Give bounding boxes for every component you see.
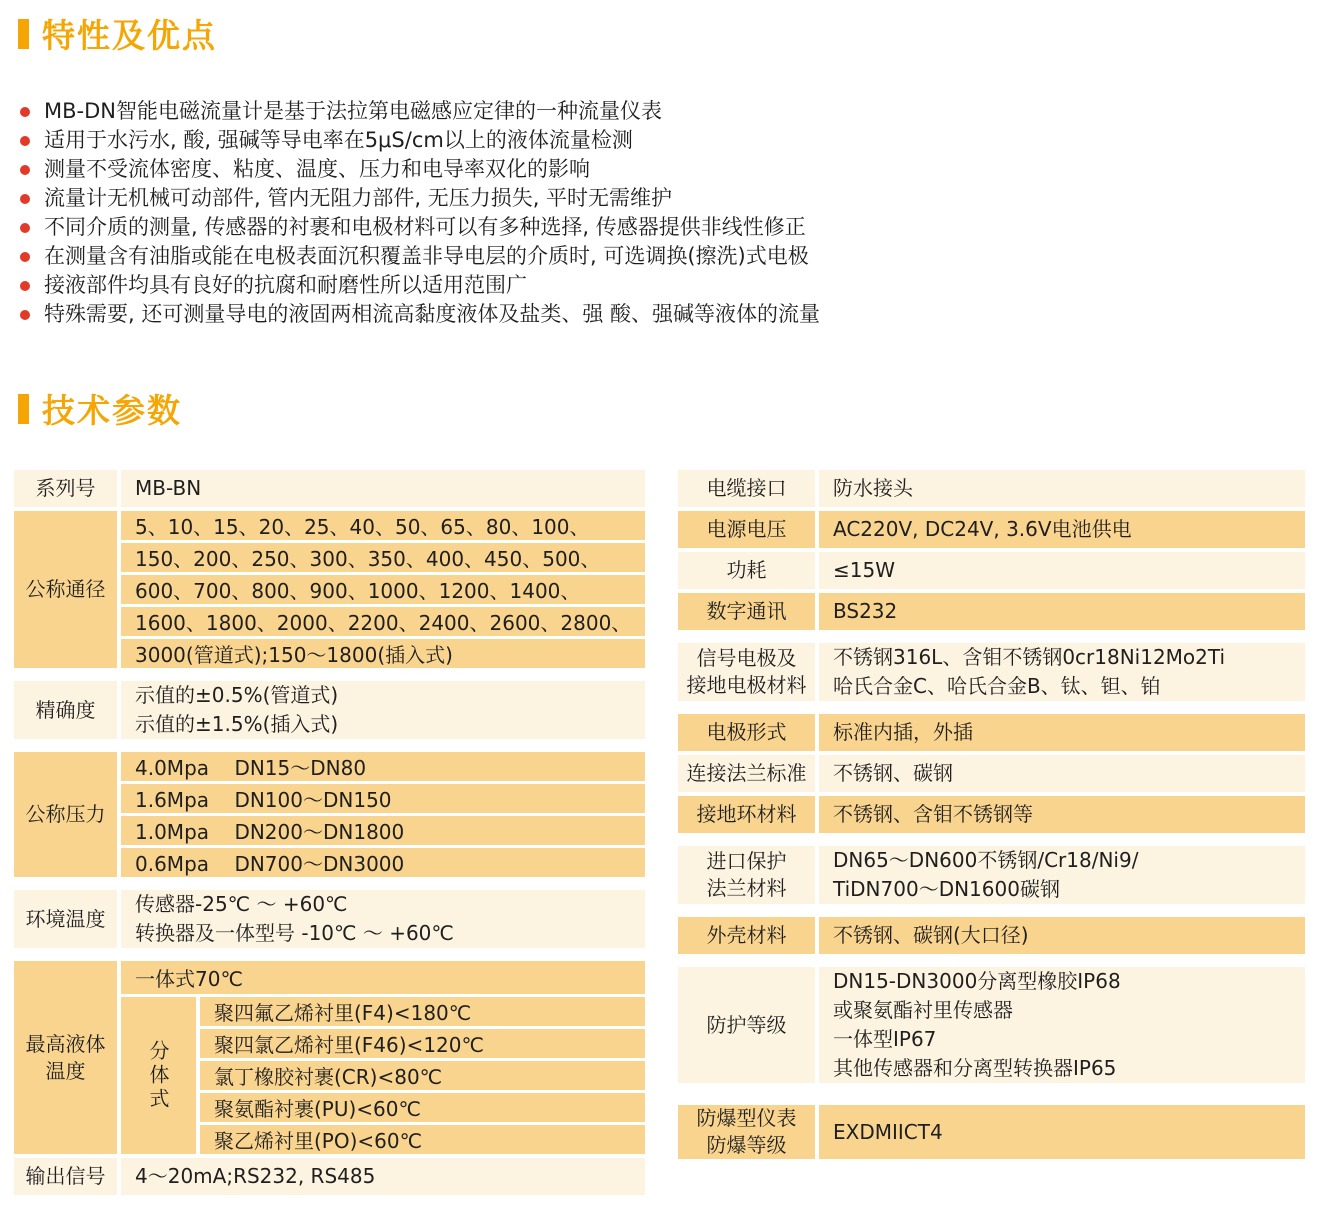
- value-subrow: 4.0Mpa DN15～DN80: [121, 752, 645, 781]
- row-label-line: 电源电压: [706, 517, 787, 541]
- feature-item: [20, 300, 1308, 329]
- value-subrows: [121, 511, 645, 668]
- specs-section-title: [18, 385, 1308, 432]
- row-label: [14, 961, 117, 1154]
- table-row: [678, 552, 1305, 589]
- row-value: [819, 796, 1305, 833]
- row-value-line: 或聚氨酯衬里传感器: [833, 998, 1013, 1022]
- row-label: [678, 967, 815, 1083]
- feature-text: 测量不受流体密度、粘度、温度、压力和电导率双化的影响: [44, 157, 590, 181]
- table-row: [14, 881, 645, 957]
- table-row: [678, 755, 1305, 792]
- row-label-line: 防爆型仪表: [696, 1106, 797, 1130]
- row-value: [121, 470, 645, 507]
- feature-item: [20, 213, 1308, 242]
- row-value: [819, 643, 1305, 701]
- value-subrow: 1.6Mpa DN100～DN150: [121, 784, 645, 813]
- row-label-line: 接地环材料: [696, 802, 797, 826]
- row-label-line: 防护等级: [706, 1012, 787, 1037]
- row-label: [678, 593, 815, 630]
- row-label-line: 功耗: [726, 558, 767, 582]
- spec-tables: [14, 470, 1308, 1195]
- row-value-line: DN65～DN600不锈钢/Cr18/Ni9/: [833, 848, 1139, 872]
- table-row: [14, 511, 645, 668]
- row-value: [121, 890, 645, 948]
- row-value-line: 示值的±0.5%(管道式): [135, 683, 339, 707]
- specs-title-text: 技术参数: [42, 391, 182, 430]
- row-label-line: 数字通讯: [706, 599, 787, 623]
- bullet-icon: [20, 107, 30, 117]
- row-label: [678, 470, 815, 507]
- bullet-icon: [20, 194, 30, 204]
- table-row: [14, 672, 645, 748]
- value-subrow: 聚四氯乙烯衬里(F46)<120℃: [200, 1029, 645, 1058]
- row-value-line: MB-BN: [135, 476, 202, 500]
- split-subrows: [200, 997, 645, 1154]
- row-label: [14, 470, 117, 507]
- table-row: [678, 593, 1305, 630]
- features-section-title: [18, 10, 1308, 57]
- value-subrow: 3000(管道式);150～1800(插入式): [121, 639, 645, 668]
- feature-text: 不同介质的测量, 传感器的衬裹和电极材料可以有多种选择, 传感器提供非线性修正: [44, 215, 806, 239]
- value-subrow: 聚四氟乙烯衬里(F4)<180℃: [200, 997, 645, 1026]
- row-label: [678, 1105, 815, 1159]
- value-subrows: [121, 752, 645, 877]
- bullet-icon: [20, 223, 30, 233]
- row-value-line: 4～20mA;RS232, RS485: [135, 1164, 376, 1188]
- row-value: [819, 917, 1305, 954]
- table-row: [14, 1158, 645, 1195]
- row-label-line: 信号电极及: [696, 646, 797, 670]
- row-value: [819, 755, 1305, 792]
- row-value-line: 转换器及一体型号 -10℃ ～ +60℃: [135, 921, 454, 945]
- row-value: [819, 470, 1305, 507]
- feature-item: [20, 126, 1308, 155]
- value-subrow: 氯丁橡胶衬裹(CR)<80℃: [200, 1061, 645, 1090]
- features-title-text: 特性及优点: [42, 16, 217, 55]
- row-label: [678, 846, 815, 904]
- feature-item: [20, 97, 1308, 126]
- row-value: [819, 511, 1305, 548]
- row-label-line: 公称压力: [25, 802, 106, 826]
- row-label: [678, 755, 815, 792]
- table-row: [678, 917, 1305, 954]
- row-value-line: 不锈钢、碳钢: [833, 761, 953, 785]
- split-section: [121, 997, 645, 1154]
- row-label: [678, 643, 815, 701]
- row-label-line: 电极形式: [706, 720, 787, 744]
- row-value-line: AC220V, DC24V, 3.6V电池供电: [833, 517, 1132, 541]
- row-label-line: 进口保护: [706, 849, 787, 873]
- feature-item: [20, 184, 1308, 213]
- row-label-line: 接地电极材料: [686, 673, 807, 697]
- table-row: [678, 470, 1305, 507]
- title-bar-icon: [18, 19, 29, 49]
- row-value-line: EXDMIICT4: [833, 1119, 943, 1144]
- row-value-line: TiDN700～DN1600碳钢: [833, 877, 1060, 901]
- value-subrow: 600、700、800、900、1000、1200、1400、: [121, 575, 645, 604]
- title-bar-icon: [18, 394, 29, 424]
- row-value: [819, 714, 1305, 751]
- feature-text: 接液部件均具有良好的抗腐和耐磨性所以适用范围广: [44, 273, 527, 297]
- row-value-line: 不锈钢、含钼不锈钢等: [833, 802, 1033, 826]
- row-value: [819, 593, 1305, 630]
- row-value-line: 标准内插，外插: [833, 720, 973, 744]
- table-row: [14, 752, 645, 877]
- row-value: [121, 1158, 645, 1195]
- row-label: [678, 511, 815, 548]
- row-label: [14, 511, 117, 668]
- value-subrow: 聚乙烯衬里(PO)<60℃: [200, 1125, 645, 1154]
- row-value: [819, 1105, 1305, 1159]
- value-subrow: 0.6Mpa DN700～DN3000: [121, 848, 645, 877]
- features-list: [20, 97, 1308, 329]
- row-value-line: 示值的±1.5%(插入式): [135, 712, 339, 736]
- table-row: [14, 470, 645, 507]
- table-row: [678, 634, 1305, 710]
- row-label: [14, 681, 117, 739]
- row-label: [678, 552, 815, 589]
- bullet-icon: [20, 165, 30, 175]
- table-row: [678, 714, 1305, 751]
- row-label-line: 系列号: [35, 476, 96, 500]
- table-row: [678, 511, 1305, 548]
- row-label-line: 温度: [45, 1058, 86, 1083]
- row-value: [121, 681, 645, 739]
- value-subrow: 1600、1800、2000、2200、2400、2600、2800、: [121, 607, 645, 636]
- value-subrow: 1.0Mpa DN200～DN1800: [121, 816, 645, 845]
- bullet-icon: [20, 252, 30, 262]
- integral-value: 一体式70℃: [121, 961, 645, 994]
- feature-item: [20, 242, 1308, 271]
- row-label: [678, 917, 815, 954]
- value-subrows: [121, 961, 645, 1154]
- value-subrow: 5、10、15、20、25、40、50、65、80、100、: [121, 511, 645, 540]
- table-row: [678, 796, 1305, 833]
- feature-text: MB-DN智能电磁流量计是基于法拉第电磁感应定律的一种流量仪表: [44, 99, 662, 123]
- row-label-line: 电缆接口: [706, 476, 787, 500]
- spec-table-right: [678, 470, 1305, 1195]
- row-label: [14, 1158, 117, 1195]
- row-label: [678, 714, 815, 751]
- row-label-line: 法兰材料: [706, 876, 787, 900]
- row-label-line: 最高液体: [25, 1031, 106, 1056]
- bullet-icon: [20, 136, 30, 146]
- row-value: [819, 967, 1305, 1083]
- bullet-icon: [20, 281, 30, 291]
- row-value-line: 传感器-25℃ ～ +60℃: [135, 892, 348, 916]
- feature-text: 在测量含有油脂或能在电极表面沉积覆盖非导电层的介质时, 可选调换(擦洗)式电极: [44, 244, 809, 268]
- row-label-line: 精确度: [35, 697, 96, 722]
- row-label-line: 输出信号: [25, 1164, 106, 1188]
- row-value-line: BS232: [833, 599, 898, 623]
- value-subrow: 150、200、250、300、350、400、450、500、: [121, 543, 645, 572]
- row-value-line: 一体型IP67: [833, 1027, 937, 1051]
- row-label: [678, 796, 815, 833]
- row-value: [819, 846, 1305, 904]
- row-label: [14, 752, 117, 877]
- row-label: [14, 890, 117, 948]
- row-label-line: 外壳材料: [706, 923, 787, 947]
- row-value-line: DN15-DN3000分离型橡胶IP68: [833, 969, 1121, 993]
- bullet-icon: [20, 310, 30, 320]
- row-label-line: 连接法兰标准: [686, 761, 807, 785]
- row-value-line: 其他传感器和分离型转换器IP65: [833, 1056, 1117, 1080]
- row-label-line: 防爆等级: [706, 1133, 787, 1157]
- feature-item: [20, 271, 1308, 300]
- value-subrow: 聚氨酯衬裹(PU)<60℃: [200, 1093, 645, 1122]
- table-row: [678, 958, 1305, 1092]
- row-value-line: 哈氏合金C、哈氏合金B、钛、钽、铂: [833, 674, 1161, 698]
- row-label-line: 环境温度: [25, 906, 106, 931]
- row-value-line: 防水接头: [833, 476, 913, 500]
- table-row: [14, 961, 645, 1154]
- row-label-line: 公称通径: [25, 577, 106, 601]
- spec-table-left: [14, 470, 645, 1195]
- row-value-line: 不锈钢316L、含钼不锈钢0cr18Ni12Mo2Ti: [833, 645, 1226, 669]
- feature-item: [20, 155, 1308, 184]
- row-value-line: ≤15W: [833, 558, 895, 582]
- feature-text: 流量计无机械可动部件, 管内无阻力部件, 无压力损失, 平时无需维护: [44, 186, 673, 210]
- table-row: [678, 837, 1305, 913]
- feature-text: 适用于水污水, 酸, 强碱等导电率在5μS/cm以上的液体流量检测: [44, 128, 633, 152]
- feature-text: 特殊需要, 还可测量导电的液固两相流高黏度液体及盐类、强 酸、强碱等液体的流量: [44, 302, 821, 326]
- split-label: 分体式: [121, 997, 196, 1154]
- table-row: [678, 1096, 1305, 1168]
- row-value-line: 不锈钢、碳钢(大口径): [833, 923, 1029, 947]
- row-value: [819, 552, 1305, 589]
